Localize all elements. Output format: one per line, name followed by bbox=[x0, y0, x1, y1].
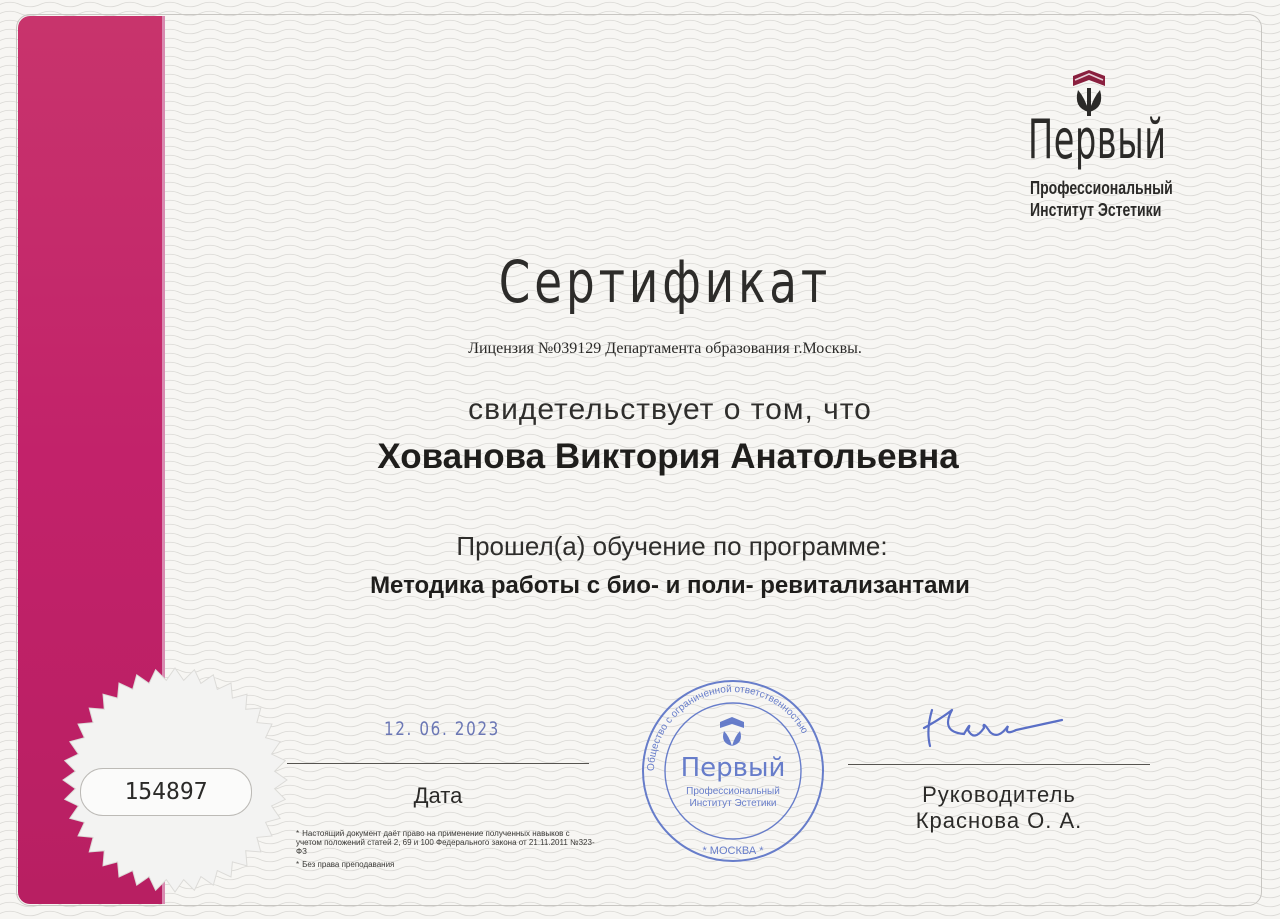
logo-wordmark: Первый bbox=[1028, 108, 1167, 171]
serial-number: 154897 bbox=[80, 768, 252, 816]
legal-notes bbox=[296, 829, 596, 873]
date-label: Дата bbox=[413, 783, 463, 808]
stamp-city: * МОСКВА * bbox=[702, 845, 764, 857]
date-line bbox=[287, 763, 589, 764]
handwritten-signature bbox=[912, 690, 1072, 760]
stamp-ring-text: Общество с ограниченной ответственностью bbox=[645, 683, 810, 772]
signatory-name: Краснова О. А. bbox=[915, 808, 1083, 833]
course-name: Методика работы с био- и поли- ревитализантами bbox=[370, 572, 970, 599]
license-line: Лицензия №039129 Департамента образования г.Москвы. bbox=[468, 340, 862, 357]
stamp-word: Первый bbox=[680, 753, 786, 783]
course-intro: Прошел(а) обучение по программе: bbox=[456, 531, 888, 561]
official-stamp bbox=[638, 676, 828, 866]
stamp-line-2: Институт Эстетики bbox=[689, 798, 777, 809]
attest-line: свидетельствует о том, что bbox=[468, 393, 872, 426]
logo-line-1: Профессиональный bbox=[1030, 178, 1173, 198]
legal-note-2: * Без права преподавания bbox=[296, 860, 395, 869]
legal-note-1: * Настоящий документ даёт право на применение полученных навыков с учетом положений статей 2, 69 и 100 Федерального закона от 21.11.2011 №323-ФЗ bbox=[296, 829, 595, 856]
date-value: 12. 06. 2023 bbox=[384, 718, 500, 740]
signatory-role: Руководитель bbox=[922, 782, 1076, 807]
certificate-title: Сертификат bbox=[498, 248, 832, 316]
recipient-name: Хованова Виктория Анатольевна bbox=[377, 437, 959, 476]
stamp-line-1: Профессиональный bbox=[686, 786, 780, 797]
logo-line-2: Институт Эстетики bbox=[1030, 200, 1162, 220]
signature-line bbox=[848, 764, 1150, 765]
